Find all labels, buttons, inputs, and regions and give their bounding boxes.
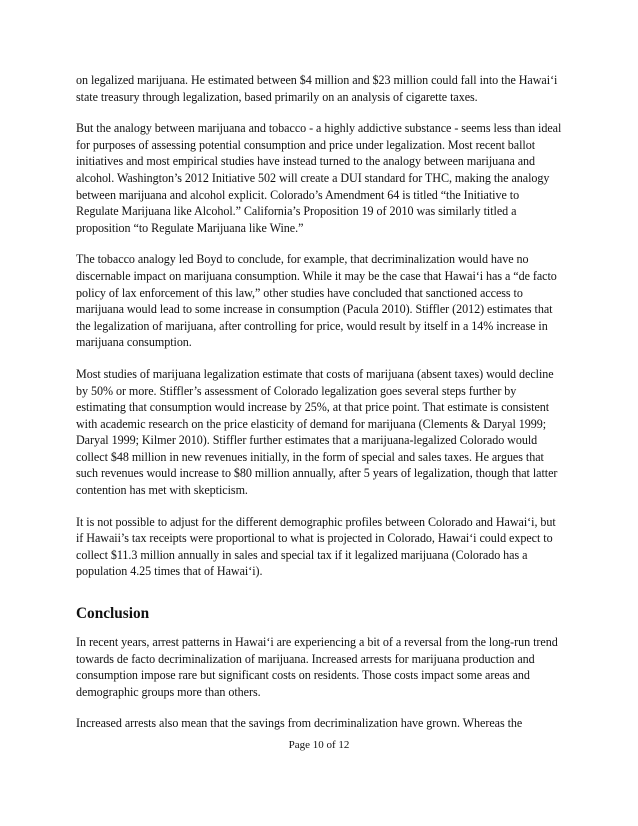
conclusion-paragraph-2: Increased arrests also mean that the savings from decriminalization have grown. Whereas the: [76, 716, 523, 731]
body-paragraph-2: But the analogy between marijuana and tobacco - a highly addictive substance - seems less than ideal for purposes of assessing potential consumption and price under legalization. Most recent ballot initiatives and most empirical studies have instead turned to the analogy between marijuana and alcohol. Washington’s 2012 Initiative 502 will create a DUI standard for THC, making the analogy between marijuana and alcohol explicit. Colorado’s Amendment 64 is titled “the Initiative to Regulate Marijuana like Alcohol.” California’s Proposition 19 of 2010 was similarly titled a proposition “to Regulate Marijuana like Wine.”: [76, 121, 562, 235]
body-paragraph-4: Most studies of marijuana legalization estimate that costs of marijuana (absent taxes) would decline by 50% or more. Stiffler’s assessment of Colorado legalization goes several steps further by estimating that consumption would increase by 25%, at that price point. That estimate is consistent with academic research on the price elasticity of demand for marijuana (Clements & Daryal 1999; Daryal 1999; Kilmer 2010). Stiffler further estimates that a marijuana-legalized Colorado would collect $48 million in new revenues initially, in the form of special and sales taxes. He argues that such revenues would increase to $80 million annually, after 5 years of legalization, though that latter contention has met with skepticism.: [76, 366, 558, 498]
body-paragraph-1: on legalized marijuana. He estimated between $4 million and $23 million could fall into the Hawai‘i state treasury through legalization, based primarily on an analysis of cigarette taxes.: [76, 73, 558, 104]
page-body: [76, 72, 562, 747]
conclusion-paragraph-1: In recent years, arrest patterns in Hawai‘i are experiencing a bit of a reversal from the long-run trend towards de facto decriminalization of marijuana. Increased arrests for marijuana production and consumption impose rare but significant costs on residents. Those costs impact some areas and demographic groups more than others.: [76, 635, 558, 699]
page-footer: Page 10 of 12: [288, 739, 350, 751]
body-paragraph-3: The tobacco analogy led Boyd to conclude, for example, that decriminalization would have no discernable impact on marijuana consumption. While it may be the case that Hawai‘i has a “de facto policy of lax enforcement of this law,” other studies have concluded that sanctioned access to marijuana would lead to some increase in consumption (Pacula 2010). Stiffler (2012) estimates that the legalization of marijuana, after controlling for price, would result by itself in a 14% increase in marijuana consumption.: [76, 252, 557, 350]
body-paragraph-5: It is not possible to adjust for the different demographic profiles between Colorado and Hawai‘i, but if Hawaii’s tax receipts were proportional to what is projected in Colorado, Hawai‘i could expect to collect $11.3 million annually in sales and special tax if it legalized marijuana (Colorado has a population 4.25 times that of Hawai‘i).: [76, 514, 556, 579]
section-heading-conclusion: Conclusion: [76, 605, 150, 623]
